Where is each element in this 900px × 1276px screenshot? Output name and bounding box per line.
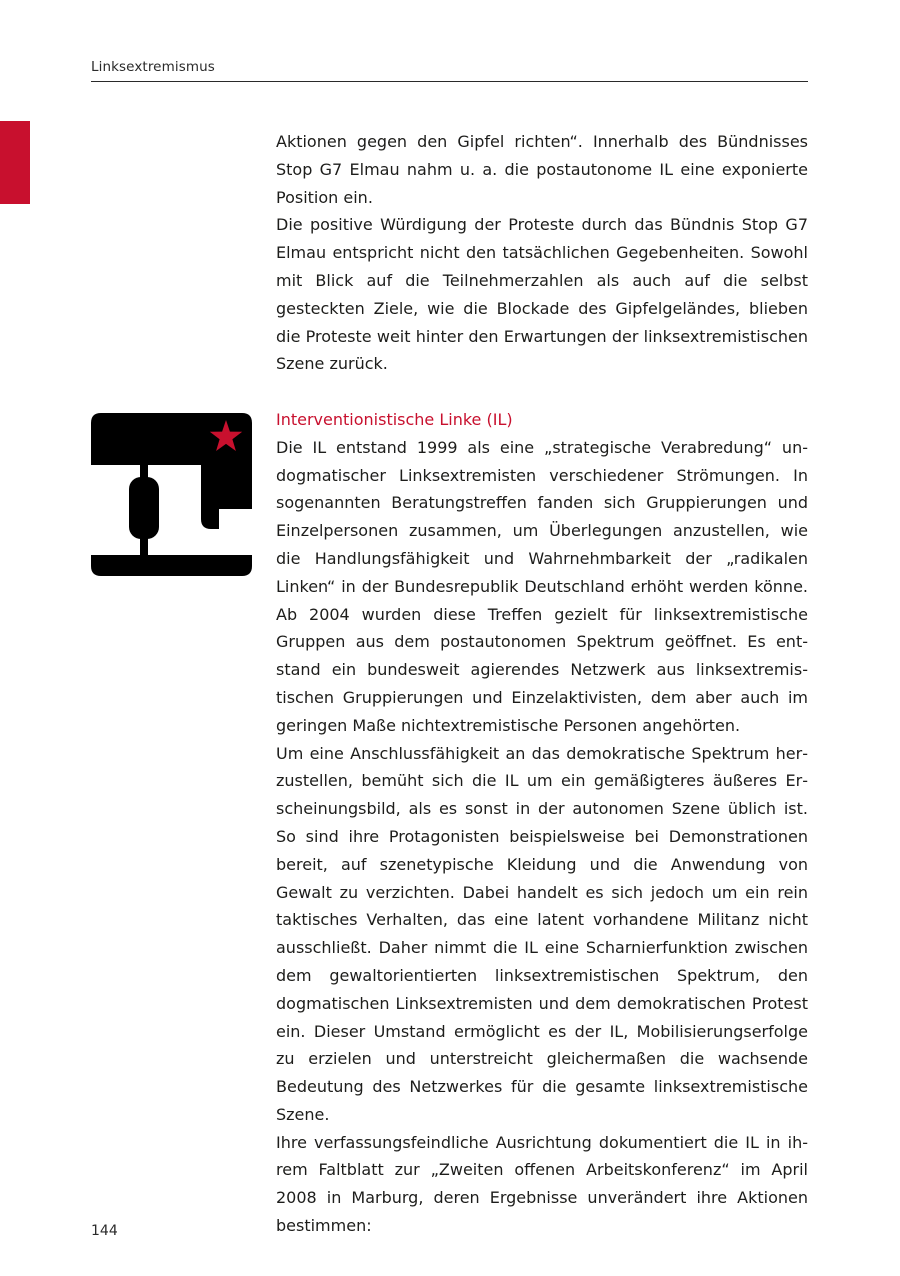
paragraph: Die positive Würdigung der Proteste durch das Bündnis Stop G7 Elmau entspricht nicht den tatsächlichen Gegebenheiten. Sowohl mit Blick auf die Teilnehmerzahlen als auch auf die selbst gesteckten Ziele, wie die Blockade des Gipfelgeländes, blieben die Proteste weit hinter den Erwartungen der linksextremistischen Szene zurück. [276,215,808,374]
running-header: Linksextremismus [91,59,215,75]
main-text-column [276,128,808,1240]
paragraph: Um eine Anschlussfähigkeit an das demokratische Spektrum herzustellen, bemüht sich die IL um ein gemäßigteres äußeres Erscheinungsbild, als es sonst in der autonomen Szene üblich ist. So sind ihre Protagonisten beispielsweise bei Demonstrationen bereit, auf szenetypische Kleidung und die Anwendung von Gewalt zu verzichten. Dabei handelt es sich jedoch um ein rein taktisches Verhalten, das eine latent vorhandene Militanz nicht ausschließt. Daher nimmt die IL eine Scharnierfunktion zwischen dem gewaltorientierten linksextremistischen Spektrum, den dogmatischen Linksextremisten und dem demokratischen Protest ein. Dieser Umstand ermöglicht es der IL, Mobilisierungserfolge zu erzielen und unterstreicht gleichermaßen die wachsende Bedeutung des Netzwerkes für die gesamte linksextremistische Szene. [276,743,808,1124]
paragraph: Aktionen gegen den Gipfel richten“. Innerhalb des Bündnisses Stop G7 Elmau nahm u. a. die postautonome IL eine exponierte Position ein. [276,132,808,207]
paragraph: Ihre verfassungsfeindliche Ausrichtung dokumentiert die IL in ihrem Faltblatt zur „Zweiten offenen Arbeitskonferenz“ im April 2008 in Marburg, deren Ergebnisse unverändert ihre Aktionen bestimmen: [276,1132,808,1236]
page-number: 144 [91,1223,118,1239]
section-heading: Interventionistische Linke (IL) [276,409,513,429]
chapter-tab-marker [0,121,30,204]
il-logo-icon [91,413,252,576]
header-rule [91,81,808,82]
paragraph: Die IL entstand 1999 als eine „strategische Verabredung“ undogmatischer Linksextremisten verschiedener Strömungen. In sogenannten Beratungstreffen fanden sich Gruppierungen und Einzelpersonen zusammen, um Überlegungen anzustellen, wie die Handlungsfähigkeit und Wahrnehmbarkeit der „radikalen Linken“ in der Bundesrepublik Deutschland erhöht werden könne. Ab 2004 wurden diese Treffen gezielt für linksextremistische Gruppen aus dem postautonomen Spektrum geöffnet. Es entstand ein bundesweit agierendes Netzwerk aus linksextremistischen Gruppierungen und Einzelaktivisten, dem aber auch im geringen Maße nichtextremistische Personen angehörten. [276,437,808,735]
